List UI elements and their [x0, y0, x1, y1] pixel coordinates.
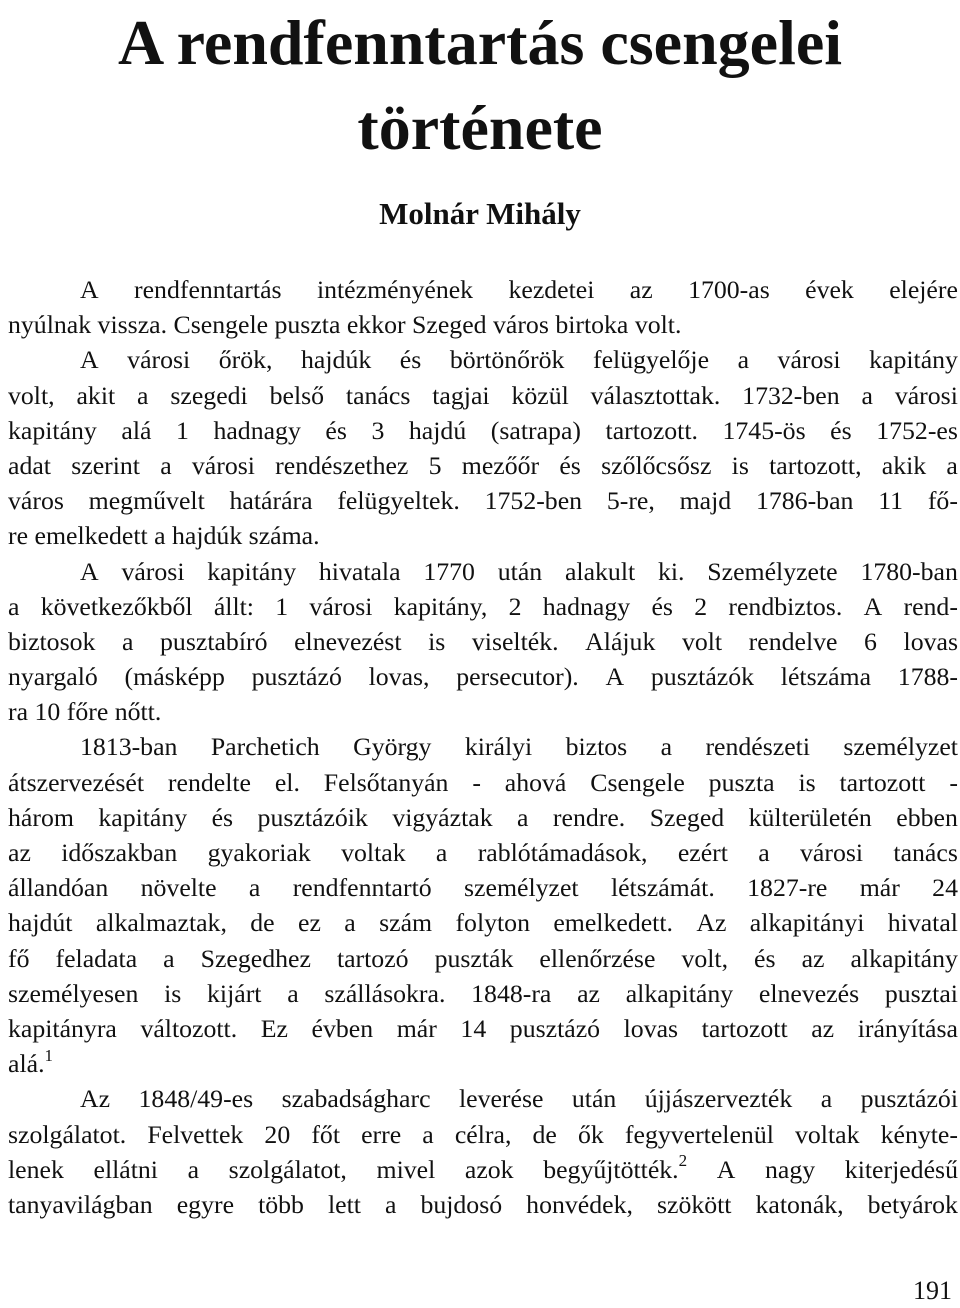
word: honvédek,	[526, 1189, 633, 1219]
text-line	[8, 1117, 958, 1152]
text-line	[8, 1187, 958, 1222]
word: 1745-ös	[722, 415, 806, 445]
word: város	[8, 486, 64, 516]
word: Szeged	[649, 802, 725, 832]
word: rendbiztos.	[728, 591, 843, 621]
word: a	[163, 943, 175, 973]
word: a	[160, 450, 172, 480]
text-line	[8, 518, 958, 553]
title-line-1: A rendfenntartás csengelei	[117, 7, 843, 78]
word: kiterjedésű	[844, 1154, 958, 1184]
word: alkapitány	[625, 978, 734, 1008]
word: külterületén	[748, 802, 872, 832]
word: A	[863, 591, 883, 621]
word: után	[497, 556, 543, 586]
word: főt	[311, 1119, 340, 1149]
word: időszakban	[61, 838, 178, 867]
word: közül	[511, 380, 569, 410]
word: hadnagy	[542, 591, 631, 621]
word: városi	[309, 591, 373, 621]
text-line	[8, 483, 958, 518]
word: volt,	[8, 380, 55, 410]
word: akit	[76, 380, 116, 410]
word: elejére	[889, 275, 958, 304]
footnote-ref: 1	[44, 1045, 54, 1065]
text-line	[8, 342, 958, 377]
word: alkapitány	[850, 943, 958, 973]
text-line	[8, 659, 958, 694]
word: tanyavilágban	[8, 1189, 153, 1219]
word: 1780-ban	[860, 556, 958, 586]
text-line	[8, 307, 958, 342]
word: ez	[298, 908, 321, 938]
text-line	[8, 413, 958, 448]
word: Ez	[260, 1013, 288, 1043]
word: börtönőrök	[449, 345, 565, 375]
word: a	[946, 450, 958, 480]
word: az	[629, 275, 653, 304]
word: volt,	[681, 943, 729, 973]
word: több	[258, 1189, 304, 1219]
word: biztosok	[8, 626, 96, 656]
word: városi	[894, 380, 958, 410]
word: persecutor).	[456, 662, 579, 692]
word: 1848-ra	[471, 978, 552, 1008]
word: 1786-ban	[755, 486, 854, 516]
word: ellenőrzése	[539, 943, 656, 973]
word: évben	[311, 1013, 374, 1043]
line-text: ra 10 főre nőtt.	[8, 697, 162, 727]
word: leverése	[458, 1084, 544, 1114]
word: alkalmaztak,	[95, 908, 227, 938]
word: a	[517, 802, 529, 832]
word: felügyelője	[592, 345, 710, 375]
word: kényte-	[880, 1119, 958, 1149]
word: erre	[361, 1119, 402, 1149]
word: átszervezését	[8, 767, 145, 797]
word: A	[80, 275, 99, 304]
word: hajdú	[408, 415, 467, 445]
word: fő	[8, 943, 30, 973]
word: 3	[371, 415, 385, 445]
word: városi	[127, 345, 191, 375]
word: pusztázóik	[257, 802, 368, 832]
word: 11	[878, 486, 904, 516]
word: is	[798, 767, 816, 797]
word: és	[559, 450, 581, 480]
text-line	[8, 1152, 958, 1187]
word: pusztázó	[509, 1013, 601, 1043]
word: megművelt	[88, 486, 205, 516]
word: tartozott	[839, 767, 926, 797]
text-line	[8, 1081, 958, 1116]
page-number: 191	[913, 1276, 952, 1305]
text-line	[8, 729, 958, 764]
word: 1788-	[897, 662, 958, 692]
text-line	[8, 694, 958, 729]
word: Alájuk	[585, 626, 656, 656]
word: gyakoriak	[207, 838, 311, 867]
word: lett	[327, 1189, 361, 1219]
word: Az	[696, 908, 727, 938]
text-line	[8, 870, 958, 905]
word: ebben	[896, 802, 958, 832]
word: Szegedhez	[200, 943, 311, 973]
word: mivel	[376, 1154, 436, 1184]
word: személyesen	[8, 978, 139, 1008]
word: rendelve	[748, 626, 838, 656]
word: újjászervezték	[644, 1084, 793, 1114]
text-line	[8, 448, 958, 483]
word: szabadságharc	[281, 1084, 431, 1114]
word: 1813-ban	[80, 732, 178, 762]
word: lenek	[8, 1154, 64, 1184]
word: bujdosó	[420, 1189, 503, 1219]
word: kapitányra	[8, 1013, 117, 1043]
word: és	[399, 345, 422, 375]
word: pusztázói	[860, 1084, 958, 1114]
word: alkapitányi	[749, 908, 865, 938]
word: 24	[932, 873, 958, 903]
word: kapitány,	[393, 591, 488, 621]
word: Felvettek	[147, 1119, 244, 1149]
word: szolgálatot,	[228, 1154, 347, 1184]
word: ezért	[677, 838, 728, 867]
word: 6	[864, 626, 877, 656]
word: a	[820, 1084, 833, 1114]
word: növelte	[140, 873, 217, 903]
word: betyárok	[867, 1189, 958, 1219]
word: létszáma	[780, 662, 872, 692]
word: hivatala	[318, 556, 401, 586]
word: Az	[80, 1084, 111, 1114]
text-line	[8, 835, 958, 870]
word: szolgálatot.	[8, 1119, 127, 1149]
word: a	[384, 1189, 397, 1219]
word: választottak.	[590, 380, 721, 410]
text-line	[8, 1046, 958, 1081]
word: hivatal	[887, 908, 958, 938]
word: pusztai	[884, 978, 958, 1008]
word: folyton	[455, 908, 530, 938]
word: Személyzete	[707, 556, 838, 586]
word: a	[187, 1154, 200, 1184]
word: Parchetich	[210, 732, 320, 762]
word: puszták	[434, 943, 514, 973]
word: pusztázó	[251, 662, 342, 692]
word: 1700-as	[688, 275, 770, 304]
word: 2	[694, 591, 708, 621]
word: mezőőr	[461, 450, 540, 480]
word: azok	[464, 1154, 514, 1184]
word: hadnagy	[213, 415, 301, 445]
word: ellátni	[93, 1154, 158, 1184]
word: változott.	[140, 1013, 238, 1043]
word: A	[80, 556, 99, 586]
word: rendészethez	[275, 450, 409, 480]
word: Felsőtanyán	[323, 767, 449, 797]
word: rendészeti	[705, 732, 810, 762]
word: határára	[229, 486, 313, 516]
word: kapitány	[869, 345, 958, 375]
word: lovas	[903, 626, 958, 656]
word: rendelte	[167, 767, 251, 797]
word: már	[396, 1013, 437, 1043]
word: kapitány	[8, 415, 97, 445]
word: fő-	[927, 486, 958, 516]
word: kapitány	[207, 556, 297, 586]
text-line	[8, 624, 958, 659]
text-line	[8, 378, 958, 413]
word: következőkből	[40, 591, 193, 621]
word: 1732-ben	[742, 380, 840, 410]
word: rendre.	[552, 802, 626, 832]
body-text	[8, 272, 958, 1222]
word: szerint	[71, 450, 140, 480]
word: állt:	[213, 591, 254, 621]
word: alakult	[564, 556, 636, 586]
word: -	[472, 767, 481, 797]
word: szőlőcsősz	[601, 450, 712, 480]
word: a	[137, 380, 149, 410]
text-line	[8, 272, 958, 307]
word: az	[577, 978, 600, 1008]
word: lovas	[623, 1013, 679, 1043]
word: őrök,	[218, 345, 273, 375]
word: felügyeltek.	[337, 486, 460, 516]
word: is	[428, 626, 446, 656]
word: célra,	[454, 1119, 512, 1149]
text-line	[8, 905, 958, 940]
word: városi	[777, 345, 841, 375]
word: a	[344, 908, 356, 938]
word: viselték.	[471, 626, 559, 656]
line-text: alá.	[8, 1049, 45, 1079]
word: lovas,	[368, 662, 430, 692]
word: tanács	[893, 838, 958, 867]
word: egyre	[176, 1189, 235, 1219]
word: rablótámadások,	[477, 838, 648, 867]
text-line	[8, 800, 958, 835]
word: kapitány	[98, 802, 188, 832]
word: hajdúk	[301, 345, 372, 375]
word: az	[811, 1013, 835, 1043]
word: begyűjtötték.$^2$	[543, 1151, 688, 1184]
text-line	[8, 976, 958, 1011]
word: volt	[681, 626, 723, 656]
word: a	[248, 873, 261, 903]
word: szökött	[656, 1189, 732, 1219]
word: 1752-es	[876, 415, 958, 445]
word: városi	[191, 450, 255, 480]
text-line	[8, 941, 958, 976]
word: a	[287, 978, 299, 1008]
word: rend-	[903, 591, 958, 621]
word: belső	[269, 380, 325, 410]
word: 1827-re	[747, 873, 828, 903]
title-line-2: története	[357, 92, 603, 163]
word: városi	[800, 838, 864, 867]
word: vigyáztak	[392, 802, 493, 832]
word: -	[949, 767, 958, 797]
word: pusztabíró	[160, 626, 268, 656]
word: kezdetei	[508, 275, 595, 304]
word: tartozott,	[769, 450, 862, 480]
word: városi	[121, 556, 185, 586]
word: három	[8, 802, 74, 832]
word: személyzet	[843, 732, 958, 762]
word: királyi	[464, 732, 533, 762]
word: biztos	[565, 732, 628, 762]
word: ahová	[504, 767, 567, 797]
word: és	[830, 415, 852, 445]
word: emelkedett.	[553, 908, 673, 938]
word: szegedi	[170, 380, 248, 410]
word: a	[737, 345, 750, 375]
word: puszta	[708, 767, 775, 797]
word: nagy	[765, 1154, 816, 1184]
word: irányítása	[857, 1013, 958, 1043]
word: a	[8, 591, 20, 621]
word: tartozott	[701, 1013, 788, 1043]
line-text: re emelkedett a hajdúk száma.	[8, 521, 320, 551]
word: után	[571, 1084, 617, 1114]
word: el.	[274, 767, 300, 797]
word: 5	[428, 450, 442, 480]
word: is	[731, 450, 749, 480]
word: az	[801, 943, 825, 973]
word: katonák,	[755, 1189, 844, 1219]
word: A	[605, 662, 625, 692]
text-line	[8, 554, 958, 589]
word: György	[353, 732, 432, 762]
word: (satrapa)	[490, 415, 581, 445]
word: ki.	[657, 556, 685, 586]
word: majd	[679, 486, 732, 516]
word: rendfenntartó	[292, 873, 432, 903]
word: elnevezés	[758, 978, 860, 1008]
word: nyargaló	[8, 662, 98, 692]
word: A	[80, 345, 99, 375]
word: a	[861, 380, 873, 410]
word: és	[754, 943, 776, 973]
word: 1	[176, 415, 189, 445]
word: tartozott.	[605, 415, 698, 445]
word: 1770	[423, 556, 475, 586]
word: 20	[264, 1119, 291, 1149]
word: voltak	[341, 838, 406, 867]
word: kijárt	[207, 978, 262, 1008]
word: adat	[8, 450, 51, 480]
word: de	[532, 1119, 557, 1149]
word: és	[211, 802, 234, 832]
word: intézményének	[316, 275, 474, 304]
word: A	[716, 1154, 736, 1184]
word: szállásokra.	[324, 978, 446, 1008]
word: létszámát.	[610, 873, 715, 903]
word: állandóan	[8, 873, 109, 903]
text-line	[8, 765, 958, 800]
word: 1752-ben	[484, 486, 583, 516]
word: az	[8, 838, 31, 867]
word: feladata	[55, 943, 138, 973]
line-text: nyúlnak vissza. Csengele puszta ekkor Szeged város birtoka volt.	[8, 310, 682, 340]
word: évek	[805, 275, 854, 304]
word: fegyvertelenül	[624, 1119, 774, 1149]
word: alá	[121, 415, 152, 445]
word: és	[325, 415, 347, 445]
word: a	[660, 732, 673, 762]
word: a	[758, 838, 770, 867]
word: a	[435, 838, 448, 867]
word: 1848/49-es	[138, 1084, 254, 1114]
word: Csengele	[590, 767, 685, 797]
word: személyzet	[464, 873, 579, 903]
word: akik	[881, 450, 927, 480]
word: 14	[460, 1013, 487, 1043]
word: de	[250, 908, 275, 938]
word: is	[164, 978, 182, 1008]
word: már	[859, 873, 900, 903]
word: 2	[508, 591, 522, 621]
document-title	[0, 0, 960, 170]
word: elnevezést	[294, 626, 402, 656]
word: (másképp	[124, 662, 225, 692]
word: rendfenntartás	[134, 275, 282, 304]
footnote-ref: 2	[678, 1151, 688, 1171]
text-line	[8, 589, 958, 624]
word: voltak	[795, 1119, 860, 1149]
word: tartozó	[336, 943, 409, 973]
word: ők	[578, 1119, 604, 1149]
word: 1	[275, 591, 289, 621]
word: a	[122, 626, 134, 656]
word: szám	[379, 908, 433, 938]
text-line	[8, 1011, 958, 1046]
word: pusztázók	[650, 662, 755, 692]
author-name: Molnár Mihály	[379, 196, 581, 231]
word: hajdút	[8, 908, 73, 938]
word: 5-re,	[606, 486, 655, 516]
word: és	[651, 591, 673, 621]
word: tanács	[345, 380, 411, 410]
word: a	[422, 1119, 434, 1149]
word: tagjai	[432, 380, 490, 410]
